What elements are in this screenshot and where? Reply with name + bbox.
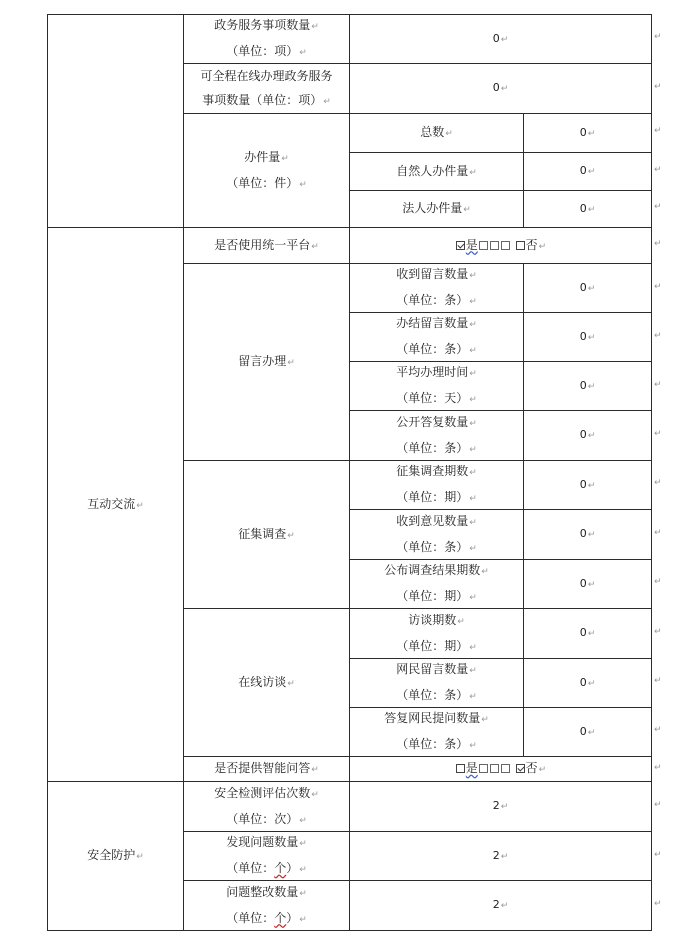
service-items-value: 0↵ — [492, 31, 509, 45]
security-tests-label: 安全检测评估次数↵ （单位：次）↵ — [214, 785, 319, 826]
messages-public-reply-value: 0↵ — [579, 428, 596, 441]
survey-periods-label: 征集调查期数↵ （单位：期）↵ — [396, 464, 477, 504]
blank-box — [479, 764, 488, 773]
row-end-mark: ↵ — [654, 850, 662, 860]
cases-total-value: 0↵ — [579, 125, 596, 139]
cases-natural-label: 自然人办件量↵ — [396, 163, 477, 178]
smart-qa-label: 是否提供智能问答↵ — [214, 761, 319, 775]
row-end-mark: ↵ — [654, 763, 662, 773]
yes-checkbox[interactable] — [456, 764, 465, 773]
row-end-mark: ↵ — [654, 32, 662, 42]
blank-box — [479, 241, 488, 250]
cases-label: 办件量↵ （单位：件）↵ — [226, 149, 307, 190]
row-end-mark: ↵ — [654, 239, 662, 249]
row-end-mark: ↵ — [654, 282, 662, 292]
messages-completed-value: 0↵ — [579, 329, 596, 343]
messages-completed-label: 办结留言数量↵ （单位：条）↵ — [396, 316, 477, 356]
messages-received-value: 0↵ — [579, 280, 596, 294]
blank-box — [501, 764, 510, 773]
online-items-label: 可全程在线办理政务服务 事项数量（单位：项）↵ — [200, 68, 333, 107]
interview-label: 在线访谈↵ — [238, 674, 295, 689]
survey-label: 征集调查↵ — [238, 526, 295, 541]
row-end-mark: ↵ — [654, 165, 662, 175]
row-end-mark: ↵ — [654, 800, 662, 810]
issues-found-label: 发现问题数量↵ （单位：个）↵ — [226, 835, 307, 875]
messages-received-label: 收到留言数量↵ （单位：条）↵ — [396, 267, 477, 307]
row-end-mark: ↵ — [654, 429, 662, 439]
row-end-mark: ↵ — [654, 899, 662, 909]
smart-qa-choice: 是 否↵ — [350, 757, 651, 781]
issues-fixed-value: 2↵ — [492, 898, 509, 911]
row-end-mark: ↵ — [654, 478, 662, 488]
no-checkbox[interactable] — [516, 241, 525, 250]
unified-platform-choice: 是 否↵ — [350, 228, 651, 263]
row-end-mark: ↵ — [654, 202, 662, 212]
survey-opinions-label: 收到意见数量↵ （单位：条）↵ — [396, 513, 477, 554]
online-items-value: 0↵ — [492, 81, 509, 94]
unified-platform-label: 是否使用统一平台↵ — [214, 237, 319, 252]
row-end-mark: ↵ — [654, 627, 662, 637]
row-end-mark: ↵ — [654, 577, 662, 587]
yes-checkbox-checked[interactable] — [456, 241, 465, 250]
survey-periods-value: 0↵ — [579, 477, 596, 491]
row-end-mark: ↵ — [654, 676, 662, 686]
survey-results-label: 公布调查结果期数↵ （单位：期）↵ — [384, 563, 489, 603]
security-tests-value: 2↵ — [492, 799, 509, 812]
security-section-label: 安全防护↵ — [87, 848, 144, 862]
interview-periods-value: 0↵ — [579, 626, 596, 639]
messages-label: 留言办理↵ — [238, 354, 295, 368]
survey-opinions-value: 0↵ — [579, 527, 596, 540]
blank-box — [501, 241, 510, 250]
row-end-mark: ↵ — [654, 331, 662, 341]
messages-avg-time-value: 0↵ — [579, 378, 596, 392]
row-end-mark: ↵ — [654, 126, 662, 136]
row-end-mark: ↵ — [654, 380, 662, 390]
blank-box — [490, 241, 499, 250]
cases-natural-value: 0↵ — [579, 164, 596, 177]
service-items-label: 政务服务事项数量↵ （单位：项）↵ — [214, 18, 319, 58]
cases-total-label: 总数↵ — [420, 125, 453, 139]
messages-public-reply-label: 公开答复数量↵ （单位：条）↵ — [396, 414, 477, 455]
issues-found-value: 2↵ — [492, 848, 509, 862]
interaction-section-label: 互动交流↵ — [87, 496, 144, 511]
cases-legal-label: 法人办件量↵ — [402, 201, 471, 215]
cases-legal-value: 0↵ — [579, 201, 596, 215]
interview-replies-label: 答复网民提问数量↵ （单位：条）↵ — [384, 711, 489, 751]
interview-periods-label: 访谈期数↵ （单位：期）↵ — [396, 612, 477, 653]
row-end-mark: ↵ — [654, 725, 662, 735]
no-checkbox-checked[interactable] — [516, 764, 525, 773]
issues-fixed-label: 问题整改数量↵ （单位：个）↵ — [226, 884, 307, 925]
interview-netizen-msgs-value: 0↵ — [579, 675, 596, 689]
survey-results-value: 0↵ — [579, 576, 596, 590]
row-end-mark: ↵ — [654, 82, 662, 92]
messages-avg-time-label: 平均办理时间↵ （单位：天）↵ — [396, 365, 477, 405]
interview-netizen-msgs-label: 网民留言数量↵ （单位：条）↵ — [396, 662, 477, 702]
row-end-mark: ↵ — [654, 528, 662, 538]
interview-replies-value: 0↵ — [579, 724, 596, 738]
blank-box — [490, 764, 499, 773]
